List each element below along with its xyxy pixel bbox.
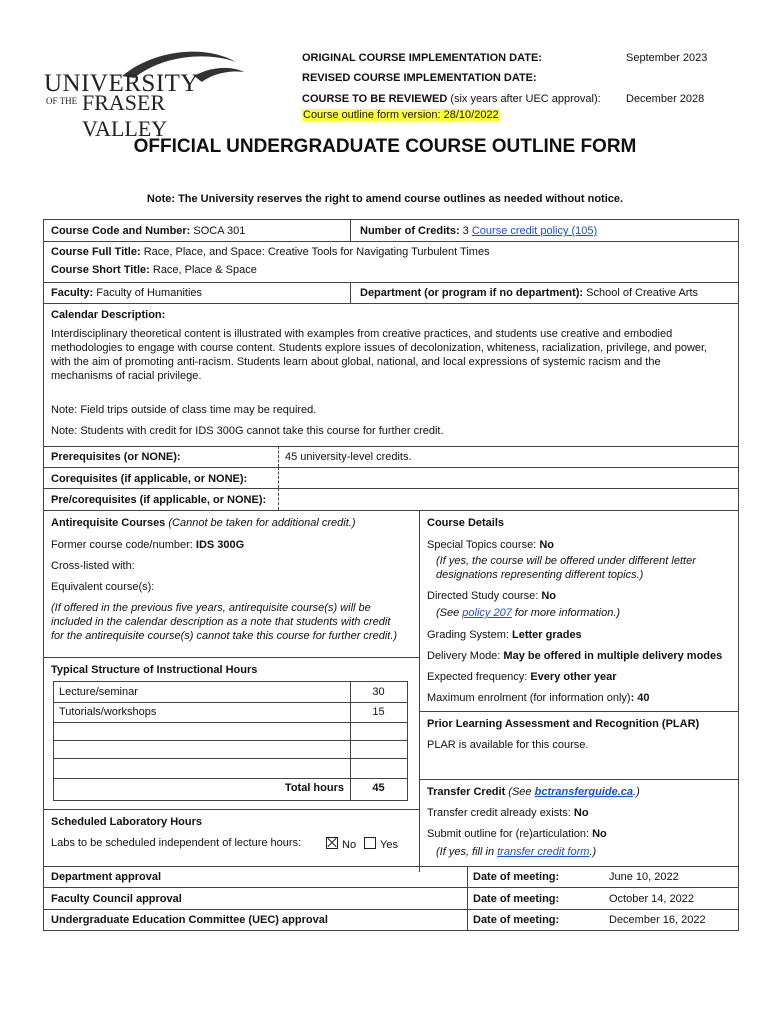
logo-of-the: OF THE <box>46 96 78 106</box>
bctransferguide-link[interactable]: bctransferguide.ca <box>534 786 634 798</box>
hours-row-value: 15 <box>372 706 385 718</box>
equivalent-courses: Equivalent course(s): <box>51 581 155 593</box>
directed-note-pre: (See <box>436 607 463 619</box>
former-code <box>51 539 244 551</box>
approval-meeting-label: Date of meeting: <box>473 871 560 883</box>
special-topics-value: No <box>539 539 554 551</box>
directed-study-label: Directed Study course: <box>427 590 542 602</box>
review-note: (six years after UEC approval): <box>447 93 601 105</box>
precoreq-label: Pre/corequisites (if applicable, or NONE): <box>51 494 267 506</box>
expected-frequency <box>427 671 617 683</box>
grading-value: Letter grades <box>511 629 582 641</box>
policy-207-link[interactable]: policy 207 <box>462 607 512 619</box>
details-label: Course Details <box>427 517 505 529</box>
credits-label: Number of Credits: <box>360 225 460 237</box>
lab-yes-option[interactable] <box>364 837 398 851</box>
department-value: School of Creative Arts <box>583 287 699 299</box>
calendar-note: Note: Students with credit for IDS 300G cannot take this course for further credit. <box>51 425 444 437</box>
calendar-desc-line: with the aim of promoting anti-racism. Students learn about global, national, and local expressions of systemic racism and the <box>51 356 661 368</box>
faculty-value: Faculty of Humanities <box>93 287 203 299</box>
lab-question: Labs to be scheduled independent of lecture hours: <box>51 837 302 849</box>
lab-yes-label: Yes <box>380 839 398 851</box>
antireq-note: (Cannot be taken for additional credit.) <box>165 517 356 529</box>
full-title-value: Race, Place, and Space: Creative Tools for Navigating Turbulent Times <box>140 246 490 258</box>
plar-label: Prior Learning Assessment and Recognition (PLAR) <box>427 718 700 730</box>
review-line <box>302 93 601 105</box>
directed-study-value: No <box>541 590 557 602</box>
total-hours-label: Total hours <box>284 782 344 794</box>
antireq-label: Antirequisite Courses <box>51 517 166 529</box>
page-title: OFFICIAL UNDERGRADUATE COURSE OUTLINE FORM <box>133 136 637 157</box>
course-code-label: Course Code and Number: <box>51 225 191 237</box>
course-code <box>51 225 245 237</box>
hours-table <box>53 681 408 801</box>
approval-date: October 14, 2022 <box>609 893 695 905</box>
approval-meeting-label: Date of meeting: <box>473 914 560 926</box>
lab-no-option[interactable] <box>326 837 356 851</box>
transfer-see-pre: (See <box>505 786 535 798</box>
grading-label: Grading System: <box>427 629 512 641</box>
review-value: December 2028 <box>626 93 705 105</box>
transfer-credit-form-link[interactable]: transfer credit form <box>497 846 590 858</box>
frequency-label: Expected frequency: <box>427 671 531 683</box>
approval-date: June 10, 2022 <box>609 871 679 883</box>
hours-row-value: 30 <box>372 686 385 698</box>
antireq-italic-line: for the antirequisite course(s) cannot take this course for further credit.) <box>51 630 398 642</box>
department-label: Department (or program if no department): <box>360 287 584 299</box>
logo-line2: FRASER VALLEY <box>82 90 168 141</box>
university-logo <box>44 48 244 141</box>
special-topics-label: Special Topics course: <box>427 539 540 551</box>
department <box>360 287 698 299</box>
hours-row-name: Tutorials/workshops <box>59 706 157 718</box>
checkbox-checked-icon[interactable] <box>326 837 338 849</box>
transfer-submit-value: No <box>592 828 607 840</box>
full-title-label: Course Full Title: <box>51 246 141 258</box>
checkbox-icon[interactable] <box>364 837 376 849</box>
delivery-mode <box>427 650 722 662</box>
transfer-note-pre: (If yes, fill in <box>436 846 498 858</box>
transfer-note-post: .) <box>589 846 597 858</box>
special-topics <box>427 539 554 551</box>
credits-value: 3 <box>459 225 472 237</box>
disclaimer-note: Note: The University reserves the right to amend course outlines as needed without notice. <box>146 193 624 205</box>
directed-study <box>427 590 556 602</box>
approval-label: Faculty Council approval <box>51 893 182 905</box>
transfer-submit-label: Submit outline for (re)articulation: <box>427 828 593 840</box>
transfer-submit <box>427 828 607 840</box>
transfer-exists-value: No <box>573 807 589 819</box>
credits <box>360 225 597 237</box>
former-code-value: IDS 300G <box>195 539 245 551</box>
hours-row-name: Lecture/seminar <box>59 686 138 698</box>
transfer-see-post: .) <box>633 786 640 798</box>
prereq-label: Prerequisites (or NONE): <box>51 451 181 463</box>
calendar-label: Calendar Description: <box>51 309 166 321</box>
lab-label: Scheduled Laboratory Hours <box>51 816 202 828</box>
lab-no-label: No <box>342 839 357 851</box>
delivery-value: May be offered in multiple delivery modes <box>503 650 723 662</box>
antireq-italic-line: (If offered in the previous five years, antirequisite course(s) will be <box>51 602 371 614</box>
course-outline-table <box>43 219 739 931</box>
special-topics-note: (If yes, the course will be offered under different letter <box>436 555 696 567</box>
antireq-heading <box>51 517 355 529</box>
transfer-note <box>436 846 596 858</box>
directed-study-note <box>436 607 620 619</box>
transfer-exists-label: Transfer credit already exists: <box>427 807 574 819</box>
transfer-exists <box>427 807 589 819</box>
plar-text: PLAR is available for this course. <box>427 739 589 751</box>
approval-date: December 16, 2022 <box>609 914 706 926</box>
approval-meeting-label: Date of meeting: <box>473 893 560 905</box>
full-title <box>51 246 490 258</box>
calendar-note: Note: Field trips outside of class time may be required. <box>51 404 317 416</box>
calendar-desc-line: methodologies to engage with course content. Students explore issues of decolonization, whiteness, racialization, privilege, and power, <box>51 342 708 354</box>
faculty <box>51 287 202 299</box>
max-enrolment <box>427 692 650 704</box>
approval-label: Undergraduate Education Committee (UEC) approval <box>51 914 328 926</box>
former-code-label: Former course code/number: <box>51 539 196 551</box>
enrolment-value: : 40 <box>630 692 650 704</box>
short-title-label: Course Short Title: <box>51 264 150 276</box>
revised-impl-label: REVISED COURSE IMPLEMENTATION DATE: <box>302 72 537 84</box>
calendar-desc-line: Interdisciplinary theoretical content is illustrated with examples from creative practices, and students use creative and embodied <box>51 328 673 340</box>
delivery-label: Delivery Mode: <box>427 650 504 662</box>
logo-line1: UNIVERSITY <box>44 70 199 97</box>
form-version: Course outline form version: 28/10/2022 <box>303 109 499 121</box>
approval-label: Department approval <box>51 871 162 883</box>
grading-system <box>427 629 582 641</box>
directed-note-post: for more information.) <box>511 607 621 619</box>
short-title <box>51 264 257 276</box>
orig-impl-label: ORIGINAL COURSE IMPLEMENTATION DATE: <box>302 52 542 64</box>
total-hours-value: 45 <box>372 782 385 794</box>
calendar-desc-line: mechanisms of racial privilege. <box>51 370 202 382</box>
enrolment-label: Maximum enrolment (for information only) <box>427 692 631 704</box>
cross-listed: Cross-listed with: <box>51 560 135 572</box>
review-label: COURSE TO BE REVIEWED <box>302 93 448 105</box>
hours-label: Typical Structure of Instructional Hours <box>51 664 258 676</box>
course-code-value: SOCA 301 <box>190 225 246 237</box>
special-topics-note: designations representing different topics.) <box>436 569 644 581</box>
frequency-value: Every other year <box>530 671 617 683</box>
coreq-label: Corequisites (if applicable, or NONE): <box>51 473 248 485</box>
antireq-italic-line: included in the calendar description as a note that students with credit <box>51 616 391 628</box>
orig-impl-value: September 2023 <box>626 52 708 64</box>
credit-policy-link[interactable]: Course credit policy (105) <box>471 225 598 237</box>
short-title-value: Race, Place & Space <box>149 264 257 276</box>
prereq-value: 45 university-level credits. <box>285 451 412 463</box>
transfer-heading <box>427 786 640 798</box>
faculty-label: Faculty: <box>51 287 94 299</box>
transfer-label: Transfer Credit <box>427 786 506 798</box>
